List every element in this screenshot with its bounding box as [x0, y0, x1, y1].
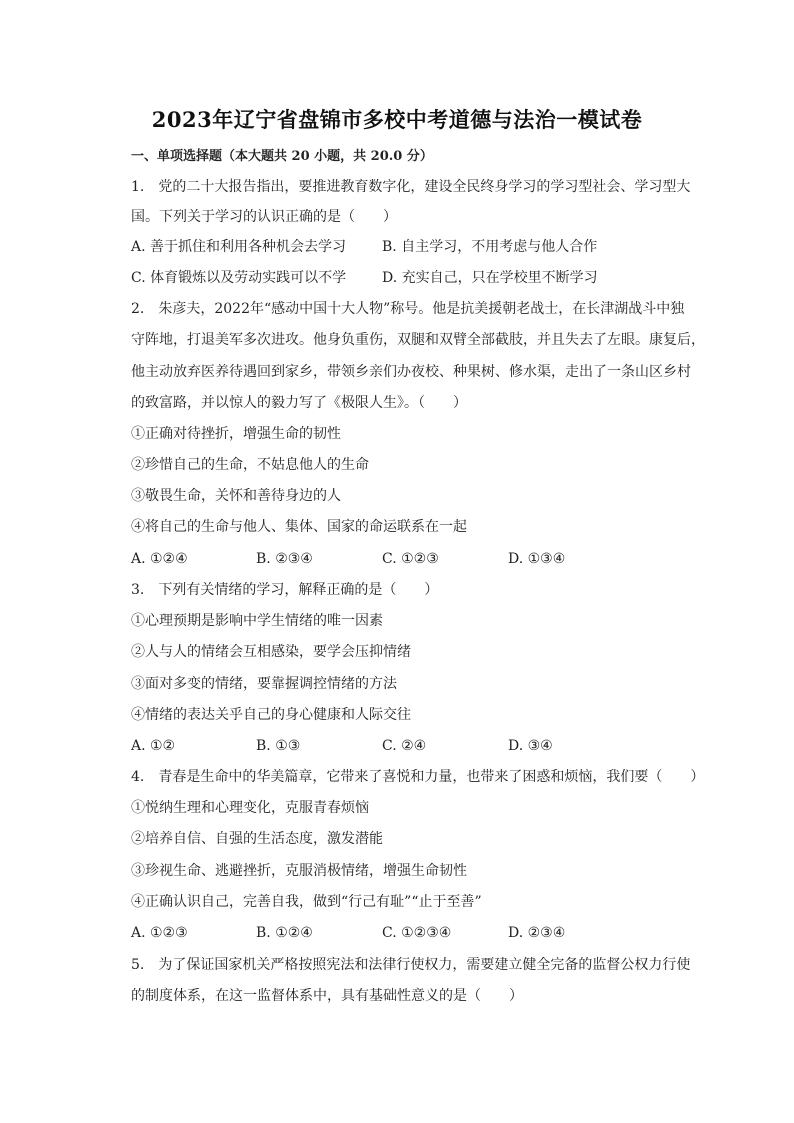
q3-option-c: C. ②④	[382, 738, 427, 754]
q4-item-3: ③珍视生命、逃避挫折，克服消极情绪，增强生命韧性	[131, 863, 467, 879]
q3-item-2: ②人与人的情绪会互相感染，要学会压抑情绪	[131, 644, 411, 660]
q3-item-3: ③面对多变的情绪，要靠握调控情绪的方法	[131, 676, 397, 692]
q1-stem-line-2: 国。下列关于学习的认识正确的是（ ）	[131, 209, 397, 225]
q1-option-c: C. 体育锻炼以及劳动实践可以不学	[131, 270, 347, 286]
q4-item-4: ④正确认识自己，完善自我，做到“行己有耻”“止于至善”	[131, 894, 482, 910]
q1-option-b: B. 自主学习，不用考虑与他人合作	[382, 239, 598, 255]
q4-item-2: ②培养自信、自强的生活态度，激发潜能	[131, 831, 383, 847]
q1-stem-line-1: 1. 党的二十大报告指出，要推进教育数字化，建设全民终身学习的学习型社会、学习型大	[131, 179, 691, 195]
q3-item-4: ④情绪的表达关乎自己的身心健康和人际交往	[131, 707, 411, 723]
q2-stem-line-2: 守阵地，打退美军多次进攻。他身负重伤，双腿和双臂全部截肢，并且失去了左眼。康复后，	[131, 332, 705, 348]
q2-option-b: B. ②③④	[256, 551, 313, 567]
q5-stem-line-1: 5. 为了保证国家机关严格按照宪法和法律行使权力，需要建立健全完备的监督公权力行使	[131, 957, 691, 973]
q3-option-a: A. ①②	[131, 738, 176, 754]
section-heading: 一、单项选择题（本大题共 20 小题，共 20.0 分）	[131, 149, 433, 164]
q4-stem-line-1: 4. 青春是生命中的华美篇章，它带来了喜悦和力量，也带来了困惑和烦恼，我们要（ ）	[131, 769, 705, 785]
q2-stem-line-4: 的致富路，并以惊人的毅力写了《极限人生》。（ ）	[131, 395, 467, 411]
q2-item-2: ②珍惜自己的生命，不姑息他人的生命	[131, 457, 369, 473]
page-title: 2023年辽宁省盘锦市多校中考道德与法治一模试卷	[151, 107, 643, 132]
q1-option-d: D. 充实自己，只在学校里不断学习	[382, 270, 598, 286]
q2-item-3: ③敬畏生命，关怀和善待身边的人	[131, 488, 341, 504]
q3-option-d: D. ③④	[508, 738, 553, 754]
q2-stem-line-3: 他主动放弃医养待遇回到家乡，带领乡亲们办夜校、种果树、修水渠，走出了一条山区乡村	[131, 364, 691, 380]
q4-option-b: B. ①②④	[256, 925, 313, 941]
q5-stem-line-2: 的制度体系，在这一监督体系中，具有基础性意义的是（ ）	[131, 988, 523, 1004]
q2-option-a: A. ①②④	[131, 551, 188, 567]
q2-option-d: D. ①③④	[508, 551, 566, 567]
q2-item-1: ①正确对待挫折，增强生命的韧性	[131, 426, 341, 442]
q1-option-a: A. 善于抓住和利用各种机会去学习	[131, 239, 347, 255]
q2-stem-line-1: 2. 朱彦夫，2022年“感动中国十大人物”称号。他是抗美援朝老战士，在长津湖战斗中独	[131, 301, 685, 317]
q3-stem-line-1: 3. 下列有关情绪的学习，解释正确的是（ ）	[131, 582, 439, 598]
q4-option-c: C. ①②③④	[382, 925, 452, 941]
q3-item-1: ①心理预期是影响中学生情绪的唯一因素	[131, 613, 383, 629]
q4-option-d: D. ②③④	[508, 925, 566, 941]
q2-item-4: ④将自己的生命与他人、集体、国家的命运联系在一起	[131, 519, 467, 535]
q2-option-c: C. ①②③	[382, 551, 439, 567]
q3-option-b: B. ①③	[256, 738, 301, 754]
q4-item-1: ①悦纳生理和心理变化，克服青春烦恼	[131, 800, 369, 816]
q4-option-a: A. ①②③	[131, 925, 188, 941]
